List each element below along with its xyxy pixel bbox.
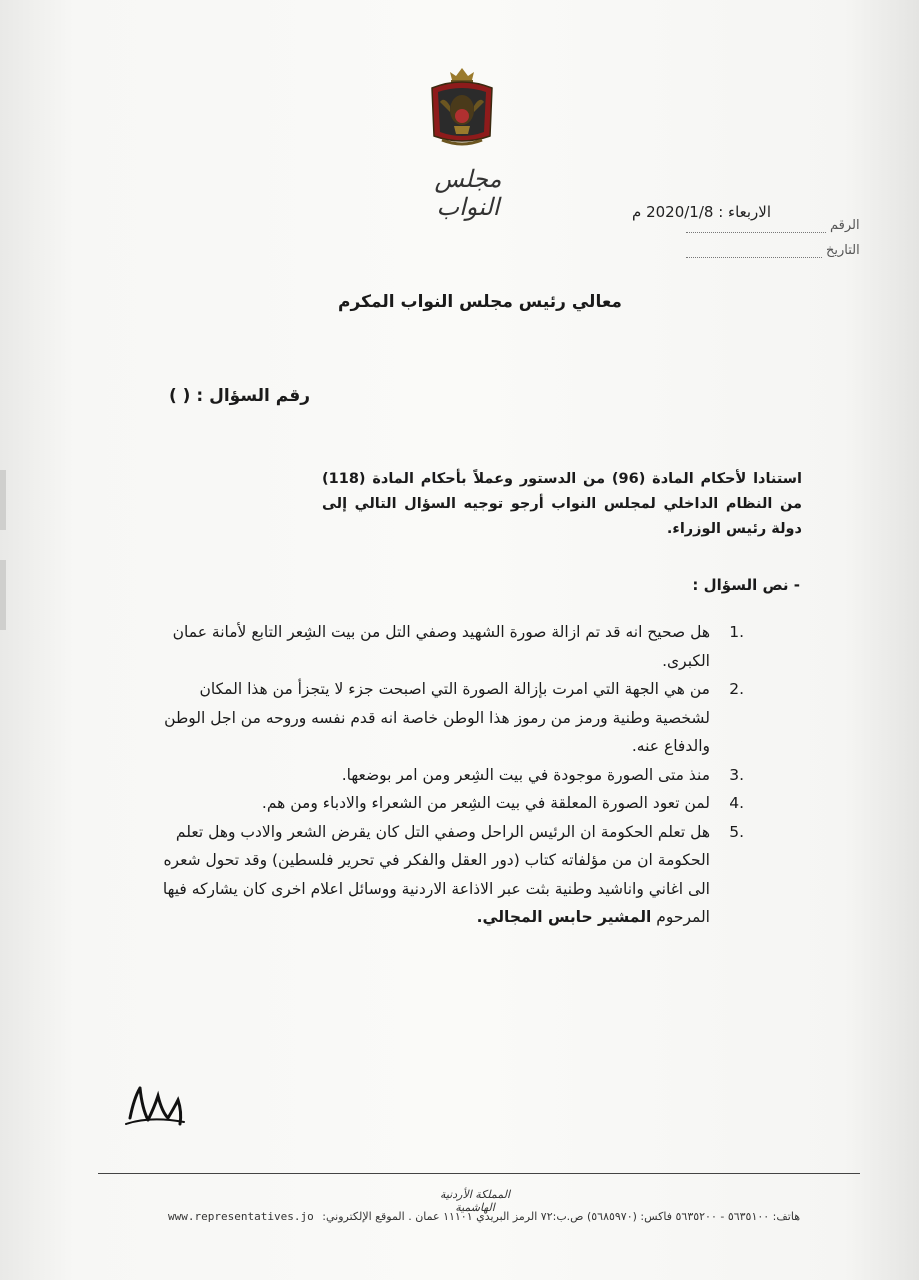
list-item [150,618,744,675]
footer-contact-info: هاتف: ٥٦٣٥١٠٠ - ٥٦٣٥٢٠٠ فاكس: (٥٦٨٥٩٧٠) ص.ب:٧٢ الرمز البريدي ١١١٠١ عمان . الموقع الإلكتروني: [322,1210,800,1223]
list-item [150,789,744,818]
royal-emblem-icon [424,66,500,150]
number-label: الرقم [830,218,860,233]
question-item-text: لمن تعود الصورة المعلقة في بيت الشِعر من الشعراء والادباء ومن هم. [261,794,710,812]
intro-paragraph: استنادا لأحكام المادة (96) من الدستور وعملاً بأحكام المادة (118) من النظام الداخلي لمجلس النواب أرجو توجيه السؤال التالي إلى دولة رئيس الوزراء. [322,471,802,537]
list-item [150,675,744,761]
number-dotted-line [686,232,826,233]
letter-date: الاربعاء : 2020/1/8 م [632,203,772,221]
question-item-text: هل تعلم الحكومة ان الرئيس الراحل وصفي التل كان يقرض الشعر والادب وهل تعلم الحكومة ان من مؤلفاته كتاب (دور العقل والفكر في تحرير فلسطين) وقد تحول شعره الى اغاني واناشيد وطنية بثت عبر الاذاعة الاردنية ووسائل اعلام اخرى كان يشاركه فيها المرحوم [162,822,710,926]
footer-website-link[interactable]: www.representatives.jo [168,1210,314,1223]
question-item-text: من هي الجهة التي امرت بإزالة الصورة التي اصبحت جزء لا يتجزأ من هذا المكان لشخصية وطنية ورمز من رموز هذا الوطن خاصة انه قدم نفسه وروحه من اجل الوطن والدفاع عنه. [164,680,710,755]
question-text-label: - نص السؤال : [692,576,800,594]
list-item [150,818,744,932]
handwritten-signature [120,1078,190,1130]
council-name-logo: مجلس النواب [434,165,502,221]
list-item [150,761,744,790]
question-item-number: 4. [729,794,744,812]
addressee-heading: معالي رئيس مجلس النواب المكرم [338,292,622,312]
paper-fold-mark [0,560,6,630]
paper-fold-mark [0,470,6,530]
question-item-text: هل صحيح انه قد تم ازالة صورة الشهيد وصفي التل من بيت الشِعر التابع لأمانة عمان الكبرى. [172,623,710,670]
date-label: التاريخ [826,243,860,258]
footer-kingdom-name: المملكة الأردنية الهاشمية [439,1188,511,1214]
questions-list [150,618,744,932]
question-item-number: 2. [729,680,744,698]
question-item-number: 1. [729,623,744,641]
question-item-text: منذ متى الصورة موجودة في بيت الشِعر ومن امر بوضعها. [341,765,710,784]
question-number: رقم السؤال : ( ) [168,386,310,406]
date-dotted-line [686,257,822,258]
question-item-bold-tail: المشير حابس المجالي. [476,908,652,926]
footer-divider [98,1173,860,1174]
question-item-number: 3. [729,765,744,784]
question-item-number: 5. [729,822,744,841]
